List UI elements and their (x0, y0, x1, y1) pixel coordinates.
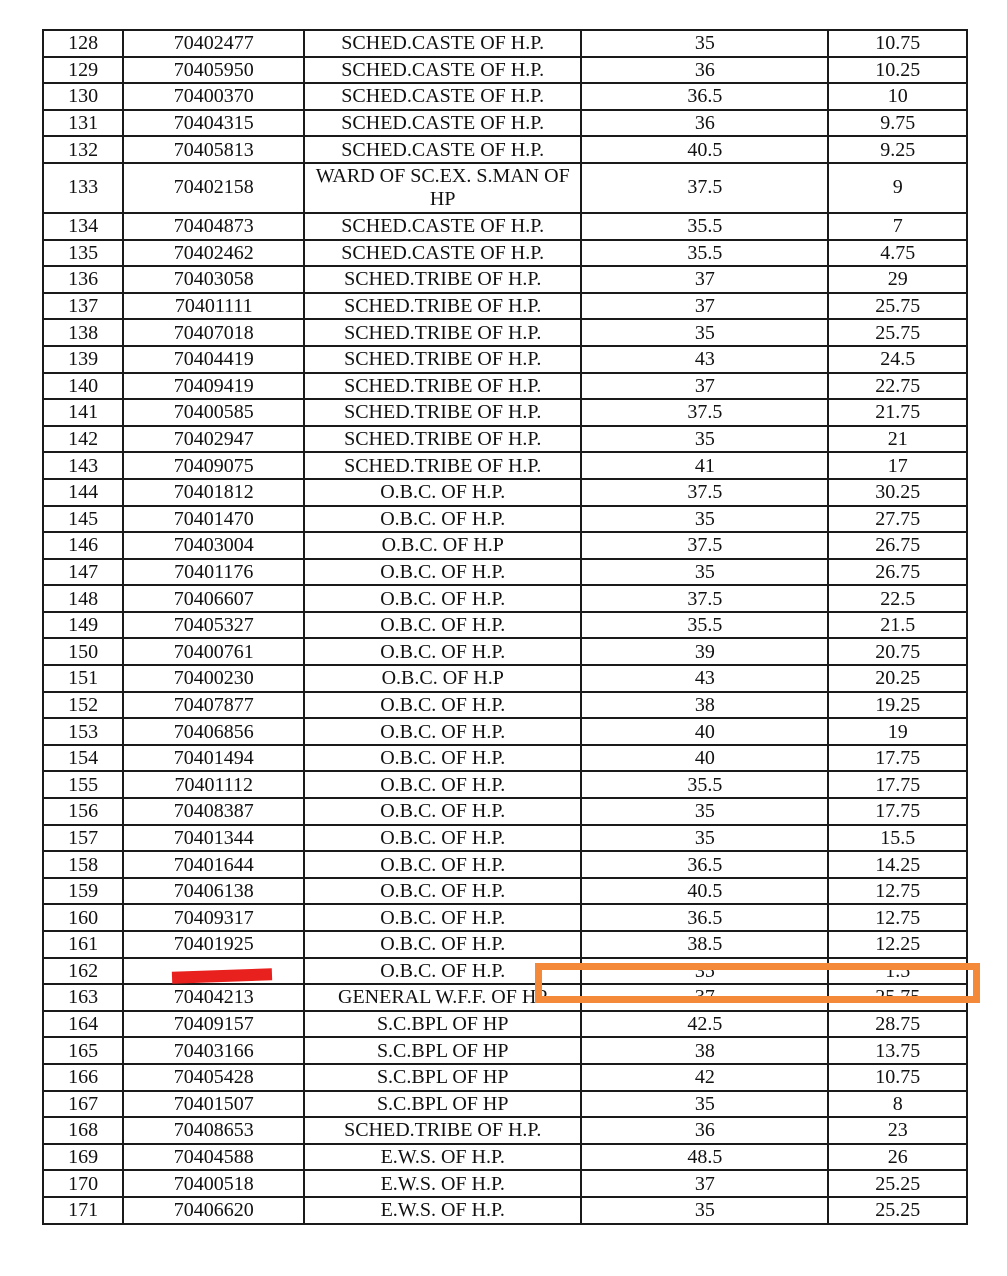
score-cell: 10.75 (828, 1064, 967, 1091)
serial-number-cell: 154 (43, 745, 123, 772)
table-row (43, 373, 967, 400)
serial-number-cell: 160 (43, 904, 123, 931)
table-row (43, 57, 967, 84)
category-cell: O.B.C. OF H.P. (304, 559, 581, 586)
table-row (43, 1011, 967, 1038)
serial-number-cell: 141 (43, 399, 123, 426)
marks-cell: 40.5 (581, 136, 828, 163)
score-cell: 27.75 (828, 506, 967, 533)
marks-cell: 38.5 (581, 931, 828, 958)
marks-cell: 35 (581, 30, 828, 57)
category-cell: O.B.C. OF H.P. (304, 771, 581, 798)
score-cell: 7 (828, 213, 967, 240)
table-row (43, 136, 967, 163)
serial-number-cell: 139 (43, 346, 123, 373)
serial-number-cell: 169 (43, 1144, 123, 1171)
marks-cell: 35 (581, 426, 828, 453)
category-cell: O.B.C. OF H.P. (304, 479, 581, 506)
roll-number-cell: 70403004 (123, 532, 304, 559)
category-cell: O.B.C. OF H.P. (304, 798, 581, 825)
serial-number-cell: 155 (43, 771, 123, 798)
category-cell: O.B.C. OF H.P. (304, 585, 581, 612)
marks-cell: 41 (581, 452, 828, 479)
table-row (43, 240, 967, 267)
roll-number-cell: 70400370 (123, 83, 304, 110)
category-cell: O.B.C. OF H.P. (304, 904, 581, 931)
roll-number-cell: 70401507 (123, 1091, 304, 1118)
marks-cell: 35 (581, 825, 828, 852)
roll-number-cell: 70404213 (123, 984, 304, 1011)
roll-number-cell: 70401925 (123, 931, 304, 958)
category-cell: SCHED.TRIBE OF H.P. (304, 293, 581, 320)
score-cell: 19.25 (828, 692, 967, 719)
marks-cell: 36 (581, 57, 828, 84)
marks-cell: 35.5 (581, 612, 828, 639)
marks-cell: 36.5 (581, 851, 828, 878)
category-cell: SCHED.TRIBE OF H.P. (304, 452, 581, 479)
marks-cell: 43 (581, 665, 828, 692)
serial-number-cell: 151 (43, 665, 123, 692)
roll-number-cell: 70405813 (123, 136, 304, 163)
category-cell: O.B.C. OF H.P (304, 665, 581, 692)
serial-number-cell: 132 (43, 136, 123, 163)
serial-number-cell: 149 (43, 612, 123, 639)
category-cell: WARD OF SC.EX. S.MAN OF HP (304, 163, 581, 213)
marks-cell: 37.5 (581, 163, 828, 213)
roll-number-cell: 70400761 (123, 638, 304, 665)
roll-number-cell: 70409157 (123, 1011, 304, 1038)
serial-number-cell: 134 (43, 213, 123, 240)
score-cell: 12.75 (828, 904, 967, 931)
marks-cell: 39 (581, 638, 828, 665)
category-cell: O.B.C. OF H.P. (304, 825, 581, 852)
score-cell: 25.25 (828, 1170, 967, 1197)
table-row (43, 213, 967, 240)
serial-number-cell: 148 (43, 585, 123, 612)
serial-number-cell: 129 (43, 57, 123, 84)
marks-cell: 37.5 (581, 479, 828, 506)
category-cell: O.B.C. OF H.P. (304, 931, 581, 958)
marks-cell: 35.5 (581, 771, 828, 798)
serial-number-cell: 171 (43, 1197, 123, 1224)
score-cell: 26 (828, 1144, 967, 1171)
roll-number-cell: 70400585 (123, 399, 304, 426)
table-row (43, 1144, 967, 1171)
marks-cell: 42.5 (581, 1011, 828, 1038)
table-row (43, 878, 967, 905)
serial-number-cell: 156 (43, 798, 123, 825)
score-cell: 14.25 (828, 851, 967, 878)
table-row (43, 1170, 967, 1197)
table-row (43, 771, 967, 798)
table-row (43, 110, 967, 137)
score-cell: 25.75 (828, 319, 967, 346)
roll-number-cell: 70400230 (123, 665, 304, 692)
score-cell: 20.25 (828, 665, 967, 692)
table-row (43, 399, 967, 426)
serial-number-cell: 158 (43, 851, 123, 878)
table-body (43, 30, 967, 1224)
table-row (43, 904, 967, 931)
category-cell: S.C.BPL OF HP (304, 1037, 581, 1064)
table-row (43, 506, 967, 533)
score-cell: 12.75 (828, 878, 967, 905)
table-row (43, 931, 967, 958)
roll-number-cell: 70402477 (123, 30, 304, 57)
marks-cell: 35.5 (581, 240, 828, 267)
category-cell: SCHED.CASTE OF H.P. (304, 57, 581, 84)
score-cell: 17.75 (828, 798, 967, 825)
score-cell: 26.75 (828, 559, 967, 586)
table-row (43, 745, 967, 772)
marks-cell: 36.5 (581, 904, 828, 931)
score-cell: 26.75 (828, 532, 967, 559)
table-row (43, 346, 967, 373)
category-cell: O.B.C. OF H.P. (304, 612, 581, 639)
serial-number-cell: 162 (43, 958, 123, 985)
marks-cell: 40 (581, 745, 828, 772)
table-row (43, 559, 967, 586)
table-row (43, 30, 967, 57)
roll-number-cell: 70401344 (123, 825, 304, 852)
score-cell: 25.25 (828, 1197, 967, 1224)
marks-cell: 40.5 (581, 878, 828, 905)
table-row (43, 293, 967, 320)
serial-number-cell: 150 (43, 638, 123, 665)
roll-number-cell: 70402947 (123, 426, 304, 453)
table-row (43, 1037, 967, 1064)
marks-cell: 35 (581, 958, 828, 985)
roll-number-cell: 70407018 (123, 319, 304, 346)
serial-number-cell: 128 (43, 30, 123, 57)
roll-number-cell: 70407877 (123, 692, 304, 719)
score-cell: 21 (828, 426, 967, 453)
category-cell: E.W.S. OF H.P. (304, 1170, 581, 1197)
serial-number-cell: 144 (43, 479, 123, 506)
category-cell: E.W.S. OF H.P. (304, 1197, 581, 1224)
score-cell: 9.75 (828, 110, 967, 137)
table-row (43, 851, 967, 878)
serial-number-cell: 166 (43, 1064, 123, 1091)
category-cell: O.B.C. OF H.P. (304, 851, 581, 878)
roll-number-cell: 70405327 (123, 612, 304, 639)
category-cell: SCHED.CASTE OF H.P. (304, 213, 581, 240)
serial-number-cell: 161 (43, 931, 123, 958)
score-cell: 1.5 (828, 958, 967, 985)
category-cell: SCHED.CASTE OF H.P. (304, 240, 581, 267)
roll-number-cell: 70406856 (123, 718, 304, 745)
roll-number-cell: 70409075 (123, 452, 304, 479)
score-cell: 24.5 (828, 346, 967, 373)
table-row (43, 638, 967, 665)
category-cell: O.B.C. OF H.P. (304, 692, 581, 719)
score-cell: 10.75 (828, 30, 967, 57)
marks-cell: 37.5 (581, 585, 828, 612)
serial-number-cell: 133 (43, 163, 123, 213)
score-cell: 10 (828, 83, 967, 110)
marks-cell: 38 (581, 692, 828, 719)
score-cell: 28.75 (828, 1011, 967, 1038)
score-cell: 9 (828, 163, 967, 213)
serial-number-cell: 164 (43, 1011, 123, 1038)
serial-number-cell: 159 (43, 878, 123, 905)
marks-cell: 35 (581, 1091, 828, 1118)
score-cell: 30.25 (828, 479, 967, 506)
roll-number-cell: 70404419 (123, 346, 304, 373)
serial-number-cell: 136 (43, 266, 123, 293)
category-cell: O.B.C. OF H.P. (304, 718, 581, 745)
score-cell: 13.75 (828, 1037, 967, 1064)
table-row (43, 479, 967, 506)
table-row (43, 1197, 967, 1224)
roll-number-cell: 70401644 (123, 851, 304, 878)
serial-number-cell: 147 (43, 559, 123, 586)
serial-number-cell: 138 (43, 319, 123, 346)
score-cell: 15.5 (828, 825, 967, 852)
serial-number-cell: 135 (43, 240, 123, 267)
marks-cell: 37 (581, 984, 828, 1011)
roll-number-cell: 70401494 (123, 745, 304, 772)
roll-number-cell: 70401470 (123, 506, 304, 533)
table-row (43, 1091, 967, 1118)
marks-cell: 42 (581, 1064, 828, 1091)
category-cell: O.B.C. OF H.P. (304, 745, 581, 772)
table-row (43, 612, 967, 639)
serial-number-cell: 157 (43, 825, 123, 852)
category-cell: S.C.BPL OF HP (304, 1091, 581, 1118)
category-cell: SCHED.CASTE OF H.P. (304, 110, 581, 137)
result-table (42, 29, 968, 1225)
category-cell: SCHED.CASTE OF H.P. (304, 136, 581, 163)
table-row (43, 266, 967, 293)
category-cell: SCHED.TRIBE OF H.P. (304, 426, 581, 453)
serial-number-cell: 170 (43, 1170, 123, 1197)
table-row (43, 665, 967, 692)
roll-number-cell: 70405950 (123, 57, 304, 84)
category-cell: O.B.C. OF H.P. (304, 506, 581, 533)
marks-cell: 35 (581, 506, 828, 533)
serial-number-cell: 137 (43, 293, 123, 320)
table-row (43, 319, 967, 346)
table-row (43, 163, 967, 213)
roll-number-cell: 70409419 (123, 373, 304, 400)
score-cell: 17 (828, 452, 967, 479)
category-cell: SCHED.TRIBE OF H.P. (304, 346, 581, 373)
score-cell: 22.5 (828, 585, 967, 612)
category-cell: SCHED.CASTE OF H.P. (304, 30, 581, 57)
table-row (43, 1064, 967, 1091)
roll-number-cell: 70409317 (123, 904, 304, 931)
score-cell: 19 (828, 718, 967, 745)
serial-number-cell: 163 (43, 984, 123, 1011)
roll-number-cell: 70406620 (123, 1197, 304, 1224)
score-cell: 23 (828, 1117, 967, 1144)
roll-number-cell: 70408653 (123, 1117, 304, 1144)
table-row (43, 452, 967, 479)
marks-cell: 48.5 (581, 1144, 828, 1171)
category-cell: O.B.C. OF H.P (304, 532, 581, 559)
roll-number-cell: 70404588 (123, 1144, 304, 1171)
score-cell: 20.75 (828, 638, 967, 665)
score-cell: 12.25 (828, 931, 967, 958)
serial-number-cell: 130 (43, 83, 123, 110)
roll-number-cell: 70404315 (123, 110, 304, 137)
score-cell: 10.25 (828, 57, 967, 84)
serial-number-cell: 145 (43, 506, 123, 533)
marks-cell: 37.5 (581, 532, 828, 559)
score-cell: 4.75 (828, 240, 967, 267)
score-cell: 21.75 (828, 399, 967, 426)
serial-number-cell: 167 (43, 1091, 123, 1118)
serial-number-cell: 142 (43, 426, 123, 453)
category-cell: SCHED.TRIBE OF H.P. (304, 399, 581, 426)
score-cell: 25.75 (828, 293, 967, 320)
score-cell: 17.75 (828, 745, 967, 772)
category-cell: S.C.BPL OF HP (304, 1064, 581, 1091)
roll-number-cell: 70401176 (123, 559, 304, 586)
marks-cell: 36 (581, 1117, 828, 1144)
score-cell: 9.25 (828, 136, 967, 163)
roll-number-cell: 70405428 (123, 1064, 304, 1091)
marks-cell: 36 (581, 110, 828, 137)
score-cell: 29 (828, 266, 967, 293)
score-cell: 8 (828, 1091, 967, 1118)
category-cell: O.B.C. OF H.P. (304, 638, 581, 665)
serial-number-cell: 153 (43, 718, 123, 745)
table-row (43, 798, 967, 825)
marks-cell: 35.5 (581, 213, 828, 240)
roll-number-cell: 70401111 (123, 293, 304, 320)
category-cell: SCHED.TRIBE OF H.P. (304, 373, 581, 400)
serial-number-cell: 131 (43, 110, 123, 137)
roll-number-cell: 70402462 (123, 240, 304, 267)
marks-cell: 35 (581, 798, 828, 825)
serial-number-cell: 143 (43, 452, 123, 479)
marks-cell: 37 (581, 1170, 828, 1197)
marks-cell: 40 (581, 718, 828, 745)
category-cell: O.B.C. OF H.P. (304, 958, 581, 985)
category-cell: SCHED.TRIBE OF H.P. (304, 266, 581, 293)
score-cell: 22.75 (828, 373, 967, 400)
marks-cell: 38 (581, 1037, 828, 1064)
category-cell: O.B.C. OF H.P. (304, 878, 581, 905)
serial-number-cell: 146 (43, 532, 123, 559)
roll-number-cell: 70406138 (123, 878, 304, 905)
table-row (43, 825, 967, 852)
table-row (43, 585, 967, 612)
category-cell: S.C.BPL OF HP (304, 1011, 581, 1038)
serial-number-cell: 152 (43, 692, 123, 719)
marks-cell: 35 (581, 319, 828, 346)
roll-number-cell: 70408387 (123, 798, 304, 825)
roll-number-cell: 70406607 (123, 585, 304, 612)
score-cell: 21.5 (828, 612, 967, 639)
table-row (43, 1117, 967, 1144)
highlight-box (535, 963, 980, 1003)
category-cell: E.W.S. OF H.P. (304, 1144, 581, 1171)
category-cell: SCHED.TRIBE OF H.P. (304, 1117, 581, 1144)
roll-number-cell: 70403058 (123, 266, 304, 293)
roll-number-cell: 70403166 (123, 1037, 304, 1064)
category-cell: SCHED.TRIBE OF H.P. (304, 319, 581, 346)
table-row (43, 83, 967, 110)
marks-cell: 43 (581, 346, 828, 373)
marks-cell: 37 (581, 373, 828, 400)
roll-number-cell: 70401112 (123, 771, 304, 798)
serial-number-cell: 168 (43, 1117, 123, 1144)
roll-number-cell: 70401812 (123, 479, 304, 506)
category-cell: SCHED.CASTE OF H.P. (304, 83, 581, 110)
marks-cell: 35 (581, 1197, 828, 1224)
table-row (43, 426, 967, 453)
marks-cell: 37.5 (581, 399, 828, 426)
score-cell: 17.75 (828, 771, 967, 798)
roll-number-cell: 70400518 (123, 1170, 304, 1197)
marks-cell: 37 (581, 293, 828, 320)
marks-cell: 35 (581, 559, 828, 586)
table-row (43, 532, 967, 559)
serial-number-cell: 165 (43, 1037, 123, 1064)
category-cell: GENERAL W.F.F. OF HP (304, 984, 581, 1011)
serial-number-cell: 140 (43, 373, 123, 400)
marks-cell: 37 (581, 266, 828, 293)
marks-cell: 36.5 (581, 83, 828, 110)
roll-number-cell: 70404873 (123, 213, 304, 240)
score-cell: 25.75 (828, 984, 967, 1011)
table-row (43, 718, 967, 745)
roll-number-cell: 70402158 (123, 163, 304, 213)
table-row (43, 692, 967, 719)
